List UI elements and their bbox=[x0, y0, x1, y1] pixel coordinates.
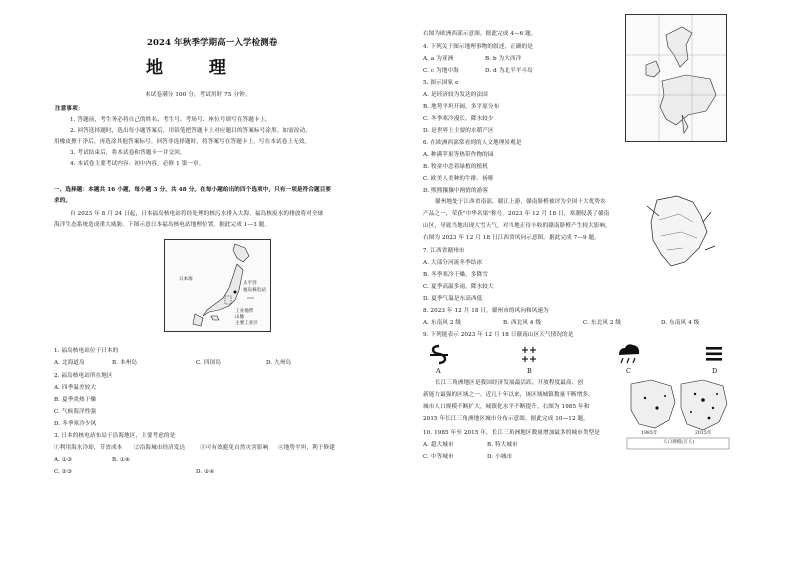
note-4: 4. 本试卷主要考试内容：初中内容，必修 1 第一章。 bbox=[70, 161, 205, 167]
q6-option-b[interactable]: B. 牧童中念着绿植的植机 bbox=[423, 164, 488, 170]
ganzhou-passage-1: 赣州地处于江西省南部，赣江上游，赣南脐橙被评为全国十大优势农 bbox=[435, 199, 606, 205]
japan-map bbox=[164, 239, 271, 332]
q4-option-a[interactable]: A. a 为亚洲 bbox=[423, 56, 454, 62]
passage-fukushima-cont: 海洋生态系统造成重大威胁。下图示意日本福岛核电站地理位置。据此完成 1—3 题。 bbox=[54, 222, 271, 228]
q4-option-b[interactable]: B. b 为大西洋 bbox=[485, 56, 522, 62]
q6-option-c[interactable]: C. 欧美人美种的牛排、扬啡 bbox=[423, 176, 494, 182]
ganzhou-passage-2: 产品之一，荣获"中华名果"称号。2023 年 12 月 18 日，寒潮侵袭了赣南 bbox=[423, 211, 610, 217]
yangtze-passage-4: 2015 年长江三角洲地区城市分布示意图。据此完成 10—12 题。 bbox=[423, 416, 589, 422]
q6-option-d[interactable]: D. 熙熙攘攘中两情的游客 bbox=[423, 188, 489, 194]
q7-option-a[interactable]: A. 大部分河流冬季结冰 bbox=[423, 260, 483, 266]
q1-stem: 1. 福岛核电站位于日本的 bbox=[54, 348, 119, 354]
q3-option-a[interactable]: A. ①③ bbox=[54, 457, 73, 463]
map-year-2015: 2015年 bbox=[695, 431, 712, 436]
weather-label-c: C bbox=[626, 367, 632, 375]
ganzhou-passage-3: 山区，导致当地出现大雪天气，对当地正待丰收的赣南脐橙产生较大影响。 bbox=[423, 223, 611, 229]
fog-symbol-icon bbox=[705, 345, 723, 363]
q5-option-a[interactable]: A. 是经济较为发达的法国 bbox=[423, 92, 488, 98]
jiangxi-wind-map bbox=[637, 192, 729, 270]
q3-stem: 3. 日本的核电站布局于沿海地区，主要考虑的是 bbox=[54, 433, 176, 439]
q3-option-d[interactable]: D. ②④ bbox=[196, 469, 215, 475]
q3-option-c[interactable]: C. ②③ bbox=[54, 469, 73, 475]
q8-option-a[interactable]: A. 东南风 2 级 bbox=[423, 320, 462, 326]
weather-symbol-a[interactable] bbox=[427, 344, 451, 366]
q10-stem: 10. 1985 年至 2015 年，长江三角洲地区数量增加最多的城市类型是 bbox=[423, 430, 600, 436]
subject-title: 地 理 bbox=[146, 58, 246, 78]
q4-stem: 4. 下列关于图示地理事物的叙述，正确的是 bbox=[423, 44, 533, 50]
note-2-cont: 用橡皮擦干净后，再选涂其他答案标号。回答非选择题时，将答案写在答题卡上。写在本试卷上无效。 bbox=[54, 139, 311, 145]
q7-stem: 7. 江西省赣州市 bbox=[423, 248, 465, 254]
q2-option-c[interactable]: C. 气候海洋性强 bbox=[54, 409, 97, 415]
q2-option-d[interactable]: D. 冬季寒冷少风 bbox=[54, 421, 97, 427]
snow-symbol-icon bbox=[519, 345, 539, 365]
japan-sea-label: 日本海 bbox=[179, 277, 193, 282]
q1-option-a[interactable]: A. 北海道岛 bbox=[54, 360, 85, 366]
europe-intro: 右图为欧洲西部示意图。据此完成 4—6 题。 bbox=[423, 31, 537, 37]
q5-option-d[interactable]: D. 是世界上主要的水稻产区 bbox=[423, 128, 494, 134]
q5-option-c[interactable]: C. 冬季寒冷漫长，降水较少 bbox=[423, 116, 494, 122]
q10-option-d[interactable]: D. 小城市 bbox=[487, 454, 513, 460]
q1-option-c[interactable]: C. 四国岛 bbox=[196, 360, 222, 366]
weather-symbol-d[interactable] bbox=[705, 345, 723, 363]
q2-stem: 2. 福岛核电站所在地区 bbox=[54, 373, 113, 379]
q3-statement-1: ①利用海水冷却，节省成本 bbox=[54, 445, 123, 451]
q5-stem: 5. 图示国家 e bbox=[423, 80, 459, 86]
note-3: 3. 考试结束后，将本试卷和答题卡一并交回。 bbox=[70, 150, 186, 156]
q8-option-c[interactable]: C. 东北风 2 级 bbox=[583, 320, 622, 326]
q7-option-b[interactable]: B. 冬季寒冷干燥，多降雪 bbox=[423, 272, 488, 278]
q1-option-d[interactable]: D. 九州岛 bbox=[266, 360, 292, 366]
q8-option-d[interactable]: D. 东南风 4 级 bbox=[661, 320, 700, 326]
legend-item-1: 工业地带 bbox=[235, 309, 254, 314]
weather-symbol-b[interactable] bbox=[519, 345, 539, 365]
yangtze-passage-3: 城市人口规模不断扩大，城镇化水平不断提升。右图为 1985 年和 bbox=[423, 404, 590, 410]
q6-stem: 6. 在欧洲西部常看到的人文地理景观是 bbox=[423, 140, 522, 146]
legend-item-2: 山脉 bbox=[235, 315, 245, 320]
q5-option-b[interactable]: B. 地势平坦开阔，多平原分布 bbox=[423, 104, 500, 110]
q3-option-b[interactable]: B. ①④ bbox=[112, 457, 131, 463]
q9-stem: 9. 下列能表示 2023 年 12 月 18 日赣南山区天气情况的是 bbox=[423, 332, 574, 338]
weather-label-a: A bbox=[436, 367, 441, 375]
jiangxi-map-svg bbox=[637, 192, 729, 270]
q2-option-b[interactable]: B. 夏季炎热干燥 bbox=[54, 397, 97, 403]
pacific-label: 太平洋 bbox=[243, 281, 257, 286]
q3-statement-2: ②沿海城市经济发达 bbox=[134, 445, 186, 451]
q4-option-c[interactable]: C. c 为地中海 bbox=[423, 68, 459, 74]
q4-option-d[interactable]: D. d 为北半平斗岛 bbox=[485, 68, 533, 74]
section1-intro: 一、选择题：本题共 16 小题，每小题 3 分，共 48 分。在每小题给出的四个选项中，只有一项是符合题目要 bbox=[54, 187, 332, 193]
q10-option-b[interactable]: B. 特大城市 bbox=[487, 442, 518, 448]
q3-statement-3: ③可有效避免自然灾害影响 bbox=[200, 445, 269, 451]
q3-statement-4: ④地势平坦，利于修建 bbox=[278, 445, 335, 451]
yangtze-delta-maps bbox=[625, 378, 731, 450]
q8-option-b[interactable]: B. 西北风 4 级 bbox=[503, 320, 542, 326]
weather-label-d: D bbox=[712, 367, 718, 375]
europe-map bbox=[625, 14, 727, 142]
q1-option-b[interactable]: B. 本州岛 bbox=[112, 360, 138, 366]
weather-symbol-c[interactable] bbox=[615, 342, 643, 366]
right-column bbox=[397, 0, 794, 561]
notes-heading: 注意事项： bbox=[55, 106, 84, 112]
q7-option-c[interactable]: C. 夏季高温多雨，降水较大 bbox=[423, 284, 494, 290]
wind-symbol-icon bbox=[427, 344, 451, 366]
section1-intro-cont: 求的。 bbox=[54, 198, 72, 204]
q10-option-a[interactable]: A. 超大城市 bbox=[423, 442, 454, 448]
q10-option-c[interactable]: C. 中等城市 bbox=[423, 454, 454, 460]
map-year-1985: 1985年 bbox=[641, 431, 658, 436]
rain-cloud-icon bbox=[615, 342, 643, 366]
note-2: 2. 回答选择题时，选出每小题答案后，用铅笔把答题卡上对应题目的答案标号涂黑。如需改动， bbox=[70, 128, 311, 134]
fukushima-label: 福岛核电站 bbox=[243, 288, 266, 293]
q8-stem: 8. 2023 年 12 月 18 日，赣州市的风向和风速为 bbox=[423, 308, 549, 314]
weather-label-b: B bbox=[527, 367, 532, 375]
passage-fukushima: 自 2023 年 8 月 24 日起，日本福岛核电站将经处理的核污水排入大海，福岛核废水的排放将对全球 bbox=[70, 211, 324, 217]
map-legend-title: 人口规模(万人) bbox=[663, 440, 695, 445]
yangtze-passage-1: 长江三角洲地区是我国经济发展最活跃、开放程度最高、创 bbox=[435, 380, 584, 386]
europe-map-svg bbox=[626, 15, 726, 141]
q7-option-d[interactable]: D. 夏季气温是东高西低 bbox=[423, 296, 483, 302]
ganzhou-passage-4: 右图为 2023 年 12 月 18 日江西省风向示意图。据此完成 7—9 题。 bbox=[423, 235, 600, 241]
q2-option-a[interactable]: A. 四季温差较大 bbox=[54, 385, 97, 391]
note-1: 1. 答题前，考生务必将自己的姓名、考生号、考场号、座位号填写在答题卡上。 bbox=[70, 117, 272, 123]
legend-item-3: 主要工业区 bbox=[235, 321, 258, 326]
exam-title: 2024 年秋季学期高一入学检测卷 bbox=[147, 38, 278, 48]
score-info: 本试卷满分 100 分，考试用时 75 分钟。 bbox=[145, 92, 251, 98]
yangtze-passage-2: 新能力最强的区域之一。近几十年以来，该区域城镇数量不断增多， bbox=[423, 392, 594, 398]
q6-option-a[interactable]: A. 种满苹果等热带作物的园 bbox=[423, 152, 494, 158]
